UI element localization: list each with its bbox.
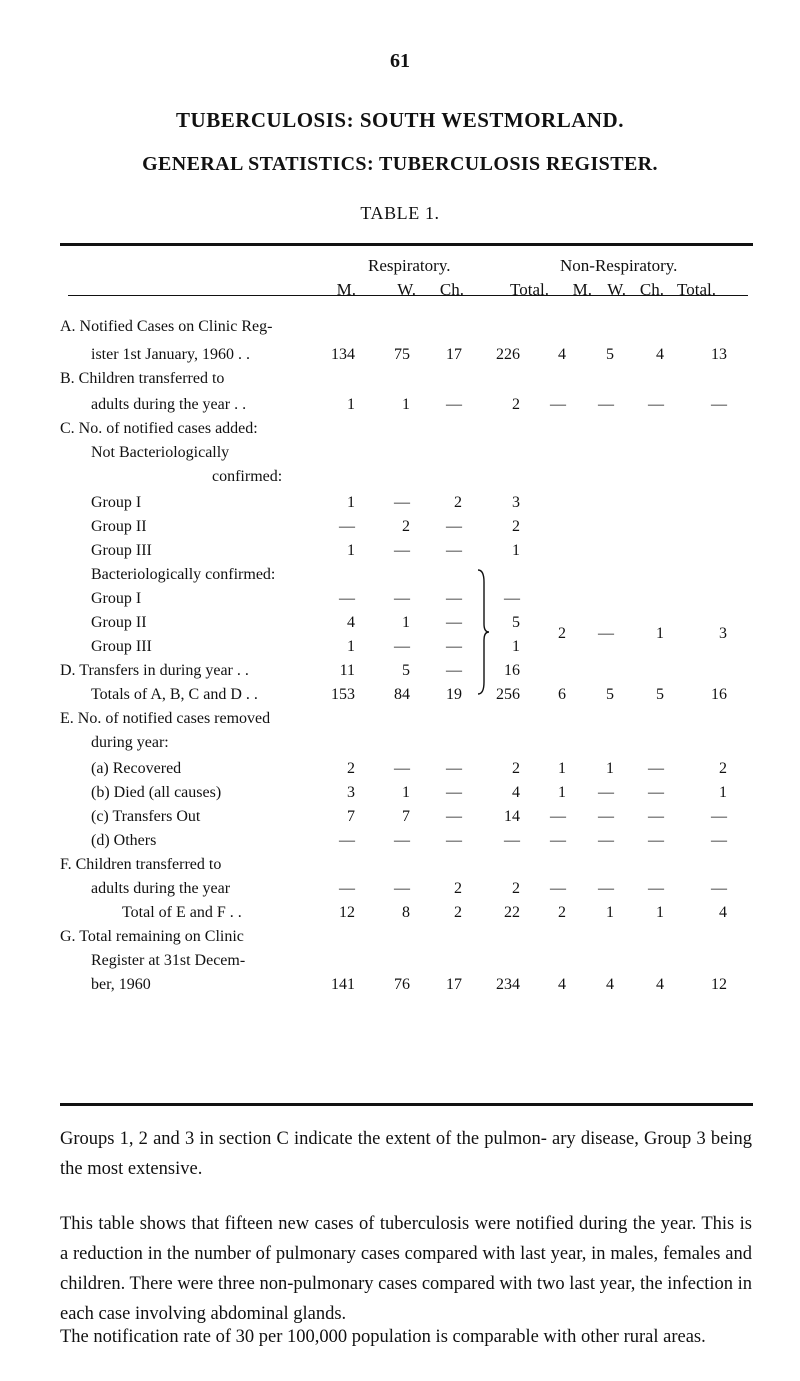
table-cell: 2	[454, 904, 462, 921]
table-cell: 1	[719, 784, 727, 801]
table-cell: —	[598, 808, 614, 825]
table-cell: 1	[347, 494, 355, 511]
resp-col-header: W.	[397, 280, 416, 299]
table-cell: 4	[558, 976, 566, 993]
table-cell: 2	[512, 760, 520, 777]
table-cell: —	[446, 396, 462, 413]
resp-col-header: Total.	[510, 280, 549, 299]
row-ec-label: (c) Transfers Out	[91, 808, 201, 825]
table-cell: 234	[496, 976, 520, 993]
table-cell: —	[394, 760, 410, 777]
table-cell: —	[598, 396, 614, 413]
table-cell: 2	[558, 904, 566, 921]
row-c-bac-label: Bacteriologically confirmed:	[91, 566, 276, 583]
table-cell: —	[394, 832, 410, 849]
section-c-brace	[476, 568, 490, 696]
table-cell: —	[550, 880, 566, 897]
table-cell: 4	[558, 346, 566, 363]
table-cell: 1	[347, 542, 355, 559]
table-cell: —	[394, 542, 410, 559]
row-c-label-3: confirmed:	[212, 468, 283, 485]
table-cell: —	[339, 518, 355, 535]
row-totals-label: Totals of A, B, C and D . .	[91, 686, 258, 703]
table-cell: —	[394, 494, 410, 511]
table-cell: 1	[656, 904, 664, 921]
table-cell: —	[394, 590, 410, 607]
table-cell: 5	[606, 686, 614, 703]
table-cell: —	[598, 625, 614, 642]
table-cell: 11	[339, 662, 355, 679]
table-cell: 16	[711, 686, 727, 703]
table-cell: 12	[711, 976, 727, 993]
row-d-label: D. Transfers in during year . .	[60, 662, 249, 679]
row-f-label: F. Children transferred to	[60, 856, 222, 873]
table-cell: 75	[394, 346, 410, 363]
table-cell: 5	[656, 686, 664, 703]
row-b-label-2: adults during the year . .	[91, 396, 247, 413]
table-cell: 141	[331, 976, 355, 993]
table-cell: 8	[402, 904, 410, 921]
table-cell: 76	[394, 976, 410, 993]
table-cell: —	[446, 784, 462, 801]
table-cell: —	[446, 808, 462, 825]
table-cell: —	[446, 542, 462, 559]
table-cell: 256	[496, 686, 520, 703]
table-cell: —	[339, 590, 355, 607]
table-cell: —	[648, 880, 664, 897]
table-cell: 2	[558, 625, 566, 642]
paragraph-3: The notification rate of 30 per 100,000 population is comparable with other rural areas.	[60, 1327, 706, 1347]
table-cell: —	[446, 518, 462, 535]
table-cell: 84	[394, 686, 410, 703]
table-cell: 1	[512, 638, 520, 655]
table-cell: 3	[512, 494, 520, 511]
table-cell: 12	[339, 904, 355, 921]
table-cell: 1	[656, 625, 664, 642]
row-e-label-2: during year:	[91, 734, 169, 751]
row-ed-label: (d) Others	[91, 832, 157, 849]
table-cell: 1	[606, 904, 614, 921]
table-cell: 1	[512, 542, 520, 559]
table-cell: —	[711, 832, 727, 849]
table-cell: —	[598, 832, 614, 849]
table-cell: 4	[719, 904, 727, 921]
table-cell: 3	[347, 784, 355, 801]
table-cell: —	[550, 832, 566, 849]
table-cell: 4	[656, 976, 664, 993]
table-cell: —	[446, 638, 462, 655]
table-cell: 4	[512, 784, 520, 801]
table-cell: —	[648, 784, 664, 801]
table-cell: 22	[504, 904, 520, 921]
table-cell: 2	[512, 396, 520, 413]
non-respiratory-header: Non-Respiratory.	[560, 256, 678, 275]
table-cell: —	[446, 832, 462, 849]
table-cell: —	[446, 614, 462, 631]
table-label: TABLE 1.	[360, 203, 440, 223]
table-cell: 134	[331, 346, 355, 363]
table-cell: 4	[606, 976, 614, 993]
row-eb-label: (b) Died (all causes)	[91, 784, 222, 801]
table-cell: 226	[496, 346, 520, 363]
row-tef-label: Total of E and F . .	[122, 904, 242, 921]
table-cell: 17	[446, 976, 462, 993]
table-cell: 2	[512, 880, 520, 897]
table-cell: —	[446, 590, 462, 607]
table-cell: 13	[711, 346, 727, 363]
table-cell: 2	[719, 760, 727, 777]
table-cell: 14	[504, 808, 520, 825]
respiratory-header: Respiratory.	[368, 256, 451, 275]
table-cell: 153	[331, 686, 355, 703]
table-cell: 5	[606, 346, 614, 363]
resp-col-header: Ch.	[439, 280, 464, 299]
row-c-group2-label: Group II	[91, 518, 147, 535]
table-cell: —	[446, 760, 462, 777]
table-cell: 2	[454, 494, 462, 511]
table-cell: 4	[656, 346, 664, 363]
page-title: TUBERCULOSIS: SOUTH WESTMORLAND.	[176, 108, 624, 132]
table-cell: 2	[347, 760, 355, 777]
table-cell: —	[648, 760, 664, 777]
table-cell: —	[711, 880, 727, 897]
table-bottom-rule	[60, 1103, 753, 1106]
table-cell: —	[711, 396, 727, 413]
table-cell: 1	[402, 784, 410, 801]
table-cell: 1	[347, 638, 355, 655]
table-cell: 3	[719, 625, 727, 642]
table-cell: 2	[454, 880, 462, 897]
table-cell: —	[339, 832, 355, 849]
table-cell: 5	[512, 614, 520, 631]
row-c-label-2: Not Bacteriologically	[91, 444, 230, 461]
nonresp-col-header: M.	[572, 280, 592, 299]
row-c-bgroup2-label: Group II	[91, 614, 147, 631]
table-cell: —	[648, 808, 664, 825]
table-cell: —	[550, 396, 566, 413]
row-c-group3-label: Group III	[91, 542, 152, 559]
table-cell: 19	[446, 686, 462, 703]
table-cell: —	[648, 396, 664, 413]
table-cell: 6	[558, 686, 566, 703]
table-cell: 7	[402, 808, 410, 825]
table-cell: 7	[347, 808, 355, 825]
table-cell: —	[648, 832, 664, 849]
table-cell: 17	[446, 346, 462, 363]
row-g-label-3: ber, 1960	[91, 976, 151, 993]
nonresp-col-header: Total.	[677, 280, 716, 299]
row-f-label-2: adults during the year	[91, 880, 231, 897]
table-cell: 1	[402, 614, 410, 631]
row-c-group1-label: Group I	[91, 494, 142, 511]
row-c-bgroup1-label: Group I	[91, 590, 142, 607]
table-cell: 1	[558, 760, 566, 777]
table-cell: 1	[606, 760, 614, 777]
row-ea-label: (a) Recovered	[91, 760, 182, 777]
table-cell: —	[504, 832, 520, 849]
table-cell: —	[550, 808, 566, 825]
table-cell: —	[339, 880, 355, 897]
table-cell: —	[394, 880, 410, 897]
table-cell: 2	[402, 518, 410, 535]
row-e-label: E. No. of notified cases removed	[60, 710, 271, 727]
row-c-bgroup3-label: Group III	[91, 638, 152, 655]
paragraph-2: This table shows that fifteen new cases of tuberculosis were notified during the year. This is a reduction in the number of pulmonary cases compared with last year, in males, females and children. There were three non-pulmonary cases compared with two last year, the infection in each case involving abdominal glands.	[60, 1214, 752, 1324]
table-cell: —	[711, 808, 727, 825]
table-cell: —	[598, 784, 614, 801]
row-g-label-2: Register at 31st Decem-	[91, 952, 246, 969]
resp-col-header: M.	[336, 280, 356, 299]
table-cell: 5	[402, 662, 410, 679]
nonresp-col-header: Ch.	[639, 280, 664, 299]
table-cell: —	[394, 638, 410, 655]
nonresp-col-header: W.	[607, 280, 626, 299]
page-subtitle: GENERAL STATISTICS: TUBERCULOSIS REGISTER.	[142, 153, 658, 175]
table-cell: 1	[402, 396, 410, 413]
row-c-label: C. No. of notified cases added:	[60, 420, 258, 437]
page-number: 61	[390, 50, 410, 72]
table-top-rule	[60, 243, 753, 246]
table-cell: —	[446, 662, 462, 679]
row-b-label: B. Children transferred to	[60, 370, 225, 387]
row-a-label: A. Notified Cases on Clinic Reg-	[60, 318, 273, 335]
table-cell: 4	[347, 614, 355, 631]
table-cell: 16	[504, 662, 520, 679]
table-cell: —	[504, 590, 520, 607]
table-cell: —	[598, 880, 614, 897]
row-a-label-2: ister 1st January, 1960 . .	[91, 346, 250, 363]
paragraph-1: Groups 1, 2 and 3 in section C indicate the extent of the pulmon- ary disease, Group 3 being the most extensive.	[60, 1129, 752, 1179]
table-cell: 1	[558, 784, 566, 801]
table-cell: 2	[512, 518, 520, 535]
row-g-label: G. Total remaining on Clinic	[60, 928, 244, 945]
table-cell: 1	[347, 396, 355, 413]
